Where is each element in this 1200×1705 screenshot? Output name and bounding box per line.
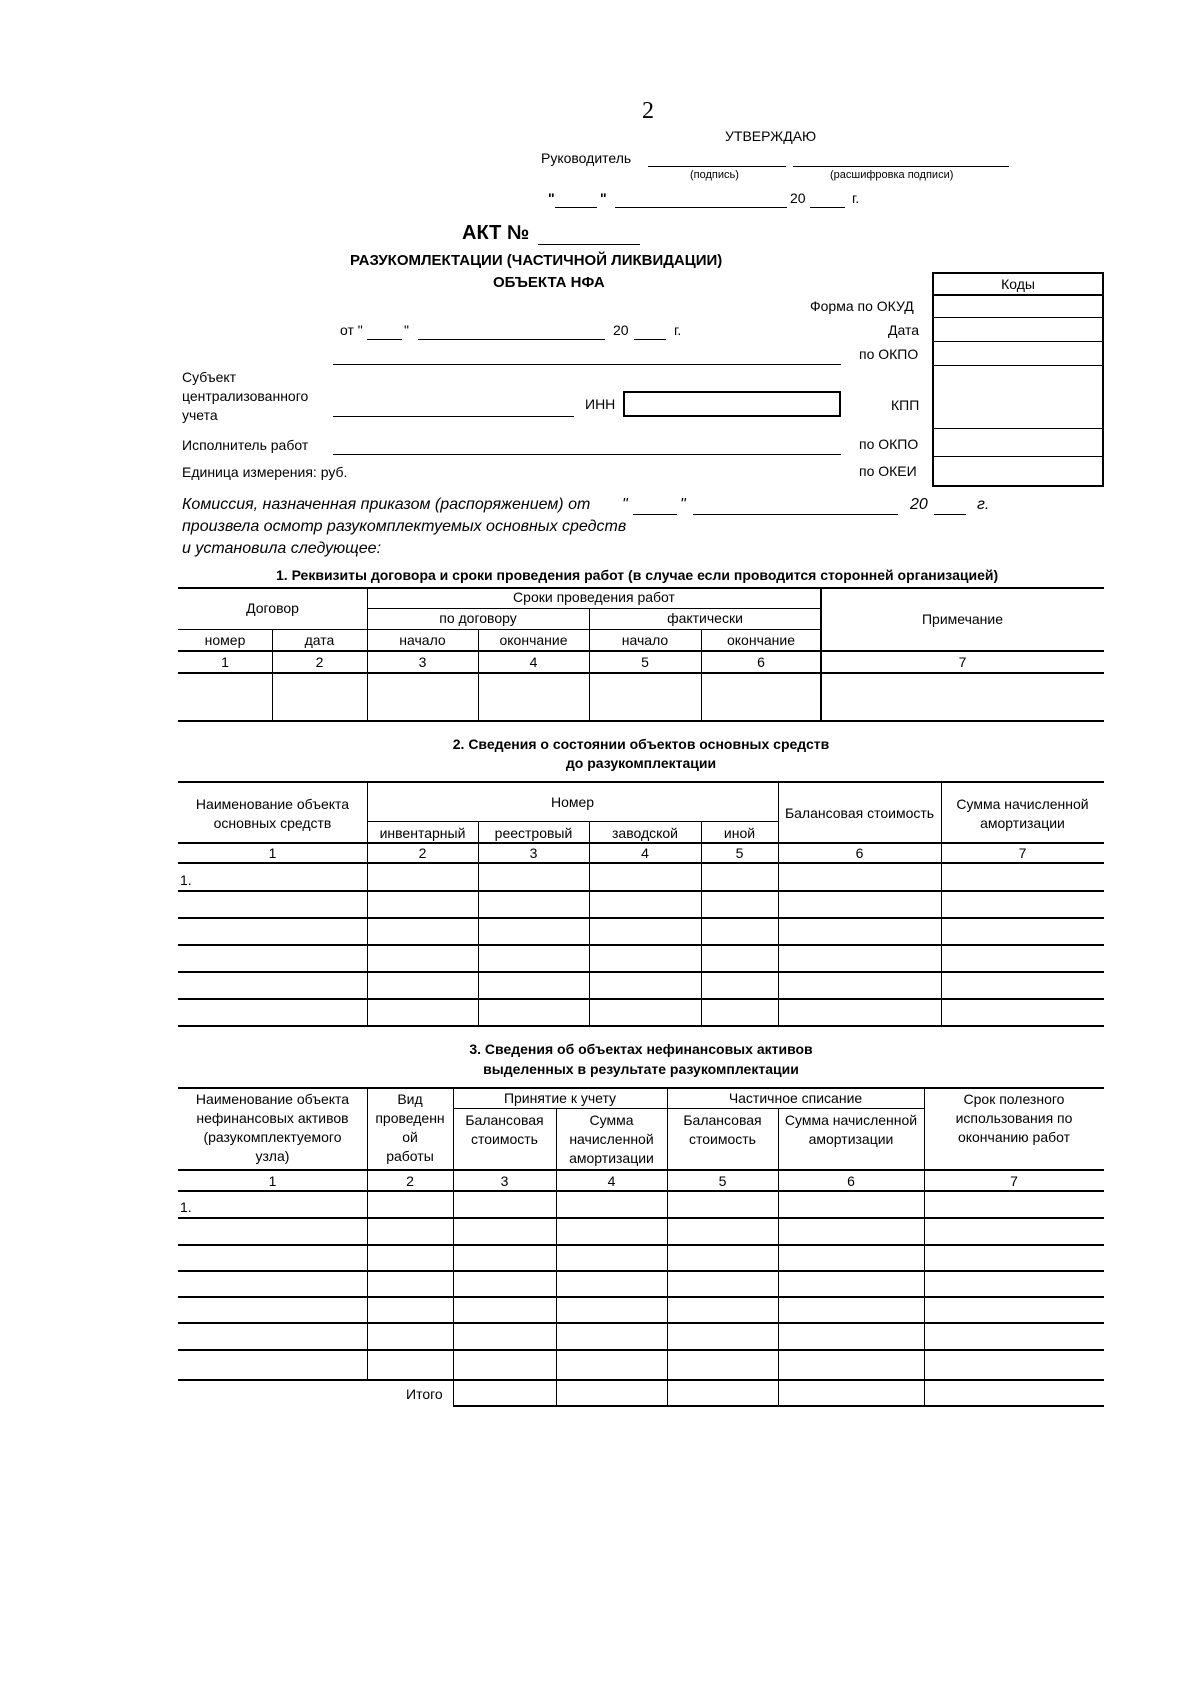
codes-divider bbox=[934, 317, 1102, 318]
table3-row-line bbox=[178, 1244, 1104, 1246]
start2-header: начало bbox=[621, 632, 669, 648]
codes-divider bbox=[934, 428, 1102, 429]
terms-header: Сроки проведения работ bbox=[513, 589, 675, 605]
approval-year-prefix: 20 bbox=[790, 190, 806, 206]
col-number: 7 bbox=[1010, 1173, 1018, 1189]
s2-factory-header: заводской bbox=[611, 825, 679, 841]
s3-kind-header-3: ой bbox=[402, 1129, 418, 1145]
table3-grid-bottom bbox=[178, 1379, 1104, 1381]
note-header: Примечание bbox=[921, 611, 1004, 627]
approval-year-suffix: г. bbox=[852, 190, 860, 206]
table3-row-line bbox=[178, 1296, 1104, 1298]
table3-grid-line bbox=[453, 1108, 924, 1109]
section2-title-2: до разукомплектации bbox=[565, 755, 717, 771]
commission-year-line[interactable] bbox=[934, 514, 966, 515]
codes-divider bbox=[934, 456, 1102, 457]
decode-caption: (расшифровка подписи) bbox=[830, 169, 954, 181]
s3-name-header-3: (разукомплектуемого bbox=[203, 1129, 342, 1145]
signature-caption: (подпись) bbox=[690, 169, 739, 181]
table2-grid-line bbox=[367, 821, 778, 822]
s3-kind-header-1: Вид bbox=[397, 1091, 423, 1107]
act-subtitle-2: ОБЪЕКТА НФА bbox=[493, 274, 605, 291]
signature-line[interactable] bbox=[648, 166, 786, 167]
s2-name-header-1: Наименование объекта bbox=[195, 796, 350, 812]
table3-row-line bbox=[178, 1217, 1104, 1219]
col-number: 4 bbox=[641, 845, 649, 861]
executor-line[interactable] bbox=[333, 454, 841, 455]
codes-header: Коды bbox=[1001, 276, 1035, 292]
col-number: 1 bbox=[268, 845, 277, 861]
kpp-label: КПП bbox=[891, 397, 920, 413]
page-number: 2 bbox=[642, 98, 654, 124]
s2-number-header: Номер bbox=[550, 794, 595, 810]
s3-bal2-header-2: стоимость bbox=[689, 1131, 756, 1147]
act-year-line[interactable] bbox=[634, 339, 666, 340]
table2-row-line bbox=[178, 890, 1104, 892]
s3-name-header-1: Наименование объекта bbox=[195, 1091, 350, 1107]
contract-header: Договор bbox=[246, 600, 299, 616]
start-header: начало bbox=[399, 632, 446, 648]
act-month-line[interactable] bbox=[418, 339, 605, 340]
okpo-label: по ОКПО bbox=[859, 346, 919, 362]
s2-name-header-2: основных средств bbox=[213, 815, 332, 831]
table2-row-line bbox=[178, 971, 1104, 973]
col-number: 5 bbox=[735, 845, 744, 861]
col-number: 3 bbox=[529, 845, 538, 861]
act-date-quote: " bbox=[404, 322, 409, 338]
s2-other-header: иной bbox=[723, 825, 756, 841]
table3-row-line bbox=[178, 1322, 1104, 1324]
table3-grid-line bbox=[778, 1108, 779, 1406]
okpo2-label: по ОКПО bbox=[859, 436, 919, 452]
s3-kind-header-2: проведенн bbox=[375, 1110, 445, 1126]
table2-header-bottom bbox=[178, 842, 1104, 844]
actual-header: фактически bbox=[667, 610, 743, 626]
table3-row-line bbox=[178, 1270, 1104, 1272]
commission-quote-open: " bbox=[622, 496, 628, 513]
s3-accept-header: Принятие к учету bbox=[503, 1090, 617, 1106]
table1-numbers-bottom bbox=[178, 672, 1104, 674]
col-number: 4 bbox=[529, 654, 538, 670]
approval-quote-close: " bbox=[600, 190, 607, 206]
table2-row-line bbox=[178, 998, 1104, 1000]
act-subtitle-1: РАЗУКОМЛЕКТАЦИИ (ЧАСТИЧНОЙ ЛИКВИДАЦИИ) bbox=[350, 252, 723, 269]
inn-label: ИНН bbox=[585, 396, 616, 412]
date-label: Дата bbox=[888, 322, 920, 338]
s3-sum-header-1: Сумма bbox=[589, 1112, 634, 1128]
s2-amort-header-2: амортизации bbox=[980, 815, 1065, 831]
table3-top-border bbox=[178, 1087, 1104, 1089]
s3-sum-header-2: начисленной bbox=[569, 1131, 654, 1147]
okud-label: Форма по ОКУД bbox=[810, 298, 914, 314]
commission-year-suffix: г. bbox=[977, 496, 990, 513]
act-number-line[interactable] bbox=[538, 244, 640, 245]
table3-header-bottom bbox=[178, 1169, 1104, 1171]
commission-line-1: Комиссия, назначенная приказом (распоряжением) от bbox=[182, 496, 591, 513]
col-number: 5 bbox=[718, 1173, 727, 1189]
col-number: 5 bbox=[641, 654, 649, 670]
s3-bal2-header-1: Балансовая bbox=[683, 1112, 762, 1128]
approval-title: УТВЕРЖДАЮ bbox=[725, 128, 817, 144]
s3-kind-header-4: работы bbox=[386, 1148, 434, 1164]
section3-title-2: выделенных в результате разукомплектации bbox=[483, 1061, 799, 1077]
table1-bottom-border bbox=[178, 720, 1104, 722]
s3-name-header-4: узла) bbox=[255, 1148, 290, 1164]
codes-divider bbox=[932, 294, 1104, 296]
col-number: 3 bbox=[418, 654, 427, 670]
end-header: окончание bbox=[499, 632, 568, 648]
s3-useful-header-1: Срок полезного bbox=[963, 1091, 1065, 1107]
table1-grid-line bbox=[367, 608, 821, 609]
table3-row-line bbox=[178, 1349, 1104, 1351]
table2-grid-line bbox=[367, 781, 368, 1026]
okei-label: по ОКЕИ bbox=[859, 463, 917, 479]
col-number: 6 bbox=[855, 845, 864, 861]
s3-useful-header-2: использования по bbox=[955, 1110, 1073, 1126]
act-day-line[interactable] bbox=[367, 339, 402, 340]
col-number: 2 bbox=[418, 845, 427, 861]
approval-month-line[interactable] bbox=[615, 207, 787, 208]
s2-balance-header: Балансовая стоимость bbox=[784, 805, 935, 821]
col-number: 1 bbox=[221, 654, 229, 670]
table2-row-line bbox=[178, 917, 1104, 919]
commission-quote-close: " bbox=[680, 496, 686, 513]
s3-partial-header: Частичное списание bbox=[728, 1090, 863, 1106]
commission-line-2: произвела осмотр разукомплектуемых основных средств bbox=[182, 518, 627, 535]
col-number: 1 bbox=[268, 1173, 277, 1189]
s3-name-header-2: нефинансовых активов bbox=[196, 1110, 349, 1126]
s3-bal-header-2: стоимость bbox=[471, 1131, 538, 1147]
subject-label-1: Субъект bbox=[182, 369, 237, 385]
table2-numbers-bottom bbox=[178, 862, 1104, 864]
section1-title: 1. Реквизиты договора и сроки проведения работ (в случае если проводится сторонней организацией) bbox=[276, 567, 999, 583]
s2-inventory-header: инвентарный bbox=[379, 825, 466, 841]
codes-divider bbox=[934, 341, 1102, 342]
table2-row-line bbox=[178, 944, 1104, 946]
act-title: АКТ № bbox=[462, 222, 530, 244]
col-number: 6 bbox=[757, 654, 765, 670]
unit-label: Единица измерения: руб. bbox=[182, 464, 348, 480]
subject-name-line[interactable] bbox=[333, 416, 574, 417]
s3-amort-header-1: Сумма начисленной bbox=[784, 1112, 918, 1128]
s3-useful-header-3: окончанию работ bbox=[957, 1129, 1071, 1145]
commission-line-3: и установила следующее: bbox=[182, 540, 382, 557]
section2-title-1: 2. Сведения о состоянии объектов основных средств bbox=[452, 736, 830, 752]
table2-bottom-border bbox=[178, 1025, 1104, 1027]
approval-day-line[interactable] bbox=[555, 207, 597, 208]
executor-label: Исполнитель работ bbox=[182, 437, 309, 453]
s3-amort-header-2: амортизации bbox=[808, 1131, 894, 1147]
s3-first-row-label: 1. bbox=[180, 1199, 192, 1215]
end2-header: окончание bbox=[726, 632, 795, 648]
head-label: Руководитель bbox=[541, 150, 632, 166]
subject-top-line[interactable] bbox=[333, 364, 841, 365]
by-contract-header: по договору bbox=[439, 610, 517, 626]
s3-sum-header-3: амортизации bbox=[569, 1150, 654, 1166]
inn-field[interactable] bbox=[623, 391, 841, 417]
s3-total-label: Итого bbox=[406, 1386, 443, 1402]
subject-label-3: учета bbox=[182, 407, 218, 423]
col-number: 4 bbox=[607, 1173, 616, 1189]
approval-year-line[interactable] bbox=[810, 207, 845, 208]
commission-month-line[interactable] bbox=[693, 514, 898, 515]
col-number: 3 bbox=[500, 1173, 509, 1189]
approval-quote-open: " bbox=[548, 190, 555, 206]
section3-title-1: 3. Сведения об объектах нефинансовых активов bbox=[469, 1041, 813, 1057]
date-header: дата bbox=[304, 632, 335, 648]
table3-numbers-bottom bbox=[178, 1190, 1104, 1192]
act-year-prefix: 20 bbox=[613, 322, 629, 338]
col-number: 7 bbox=[1018, 845, 1027, 861]
commission-day-line[interactable] bbox=[633, 514, 677, 515]
codes-divider bbox=[934, 365, 1102, 366]
table1-header-bottom bbox=[178, 650, 1104, 652]
codes-box bbox=[932, 272, 1104, 487]
s2-first-row-label: 1. bbox=[180, 872, 192, 888]
s3-bal-header-1: Балансовая bbox=[465, 1112, 544, 1128]
col-number: 7 bbox=[958, 654, 967, 670]
s2-amort-header-1: Сумма начисленной bbox=[956, 796, 1089, 812]
commission-year-prefix: 20 bbox=[910, 496, 928, 513]
decode-line[interactable] bbox=[793, 166, 1009, 167]
col-number: 6 bbox=[847, 1173, 855, 1189]
act-date-from: от " bbox=[340, 322, 363, 338]
table2-top-border bbox=[178, 781, 1104, 783]
table1-grid-line bbox=[178, 629, 821, 630]
number-header: номер bbox=[204, 632, 246, 648]
s2-registry-header: реестровый bbox=[494, 825, 573, 841]
act-year-suffix: г. bbox=[674, 322, 682, 338]
subject-label-2: централизованного bbox=[182, 388, 309, 404]
col-number: 2 bbox=[315, 654, 324, 670]
col-number: 2 bbox=[406, 1173, 414, 1189]
